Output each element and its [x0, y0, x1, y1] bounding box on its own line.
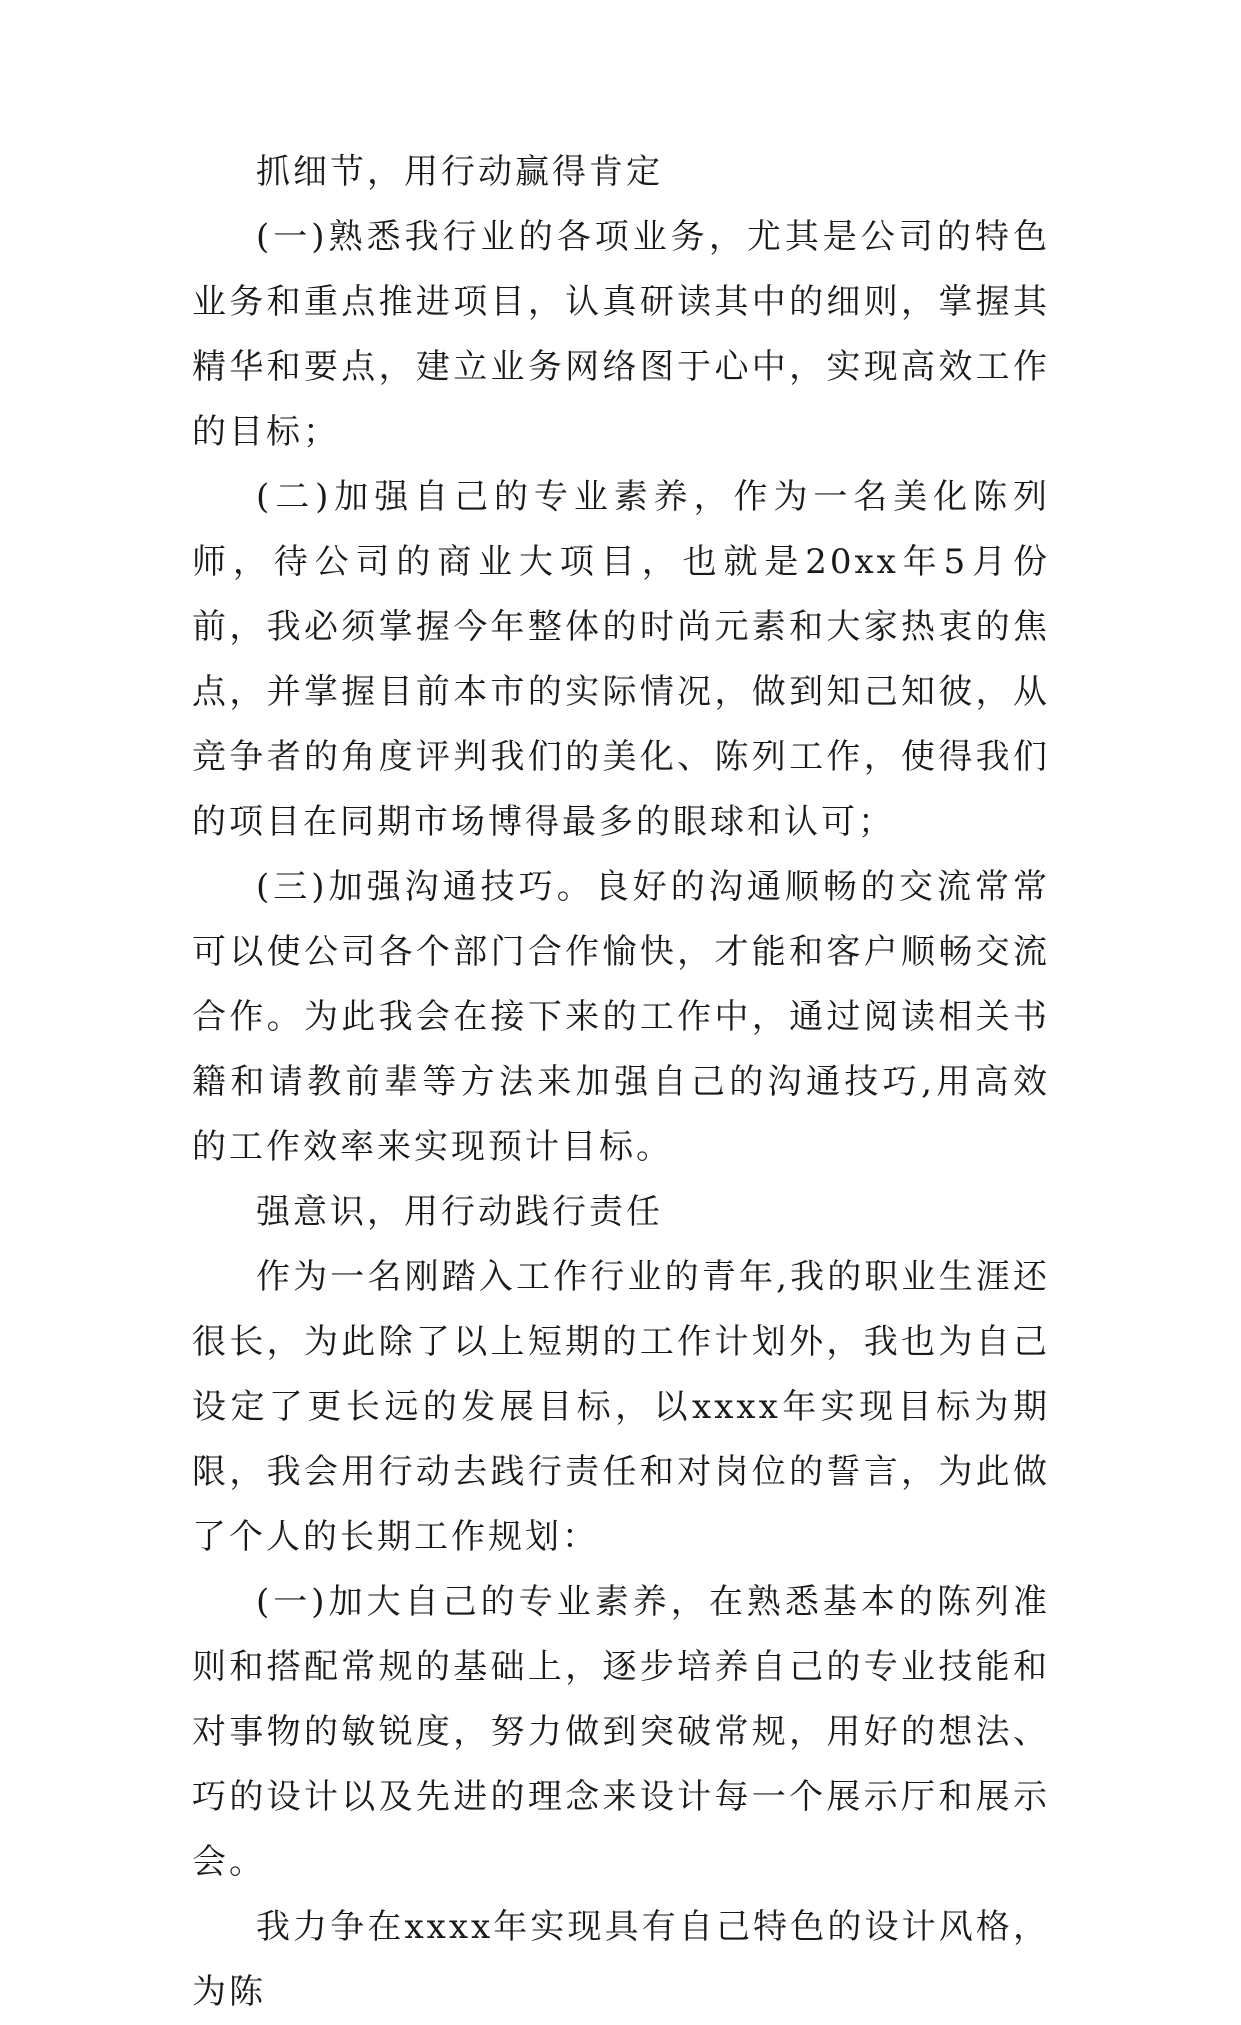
section-heading-awareness: 强意识，用行动践行责任 — [256, 1192, 663, 1232]
document-body — [192, 140, 1050, 2025]
section-heading-details: 抓细节，用行动赢得肯定 — [256, 152, 663, 192]
paragraph-communication-skills: (三)加强沟通技巧。良好的沟通顺畅的交流常常可以使公司各个部门合作愉快，才能和客户顺畅交流合作。为此我会在接下来的工作中，通过阅读相关书籍和请教前辈等方法来加强自己的沟通技巧,用高效的工作效率来实现预计目标。 — [192, 867, 1050, 1167]
paragraph-business-familiarity: (一)熟悉我行业的各项业务，尤其是公司的特色业务和重点推进项目，认真研读其中的细则，掌握其精华和要点，建立业务网络图于心中，实现高效工作的目标； — [192, 217, 1050, 452]
paragraph-design-style-goal: 我力争在xxxx年实现具有自己特色的设计风格，为陈 — [192, 1907, 1050, 2012]
paragraph-professional-skills: (二)加强自己的专业素养，作为一名美化陈列师，待公司的商业大项目，也就是20xx年5月份前，我必须掌握今年整体的时尚元素和大家热衷的焦点，并掌握目前本市的实际情况，做到知己知彼，从竞争者的角度评判我们的美化、陈列工作，使得我们的项目在同期市场博得最多的眼球和认可； — [192, 477, 1050, 842]
paragraph-career-plan: 作为一名刚踏入工作行业的青年,我的职业生涯还很长，为此除了以上短期的工作计划外，我也为自己设定了更长远的发展目标，以xxxx年实现目标为期限，我会用行动去践行责任和对岗位的誓言，为此做了个人的长期工作规划： — [192, 1257, 1050, 1557]
paragraph-design-expertise: (一)加大自己的专业素养，在熟悉基本的陈列准则和搭配常规的基础上，逐步培养自己的专业技能和对事物的敏锐度，努力做到突破常规，用好的想法、巧的设计以及先进的理念来设计每一个展示厅和展示会。 — [192, 1582, 1050, 1882]
